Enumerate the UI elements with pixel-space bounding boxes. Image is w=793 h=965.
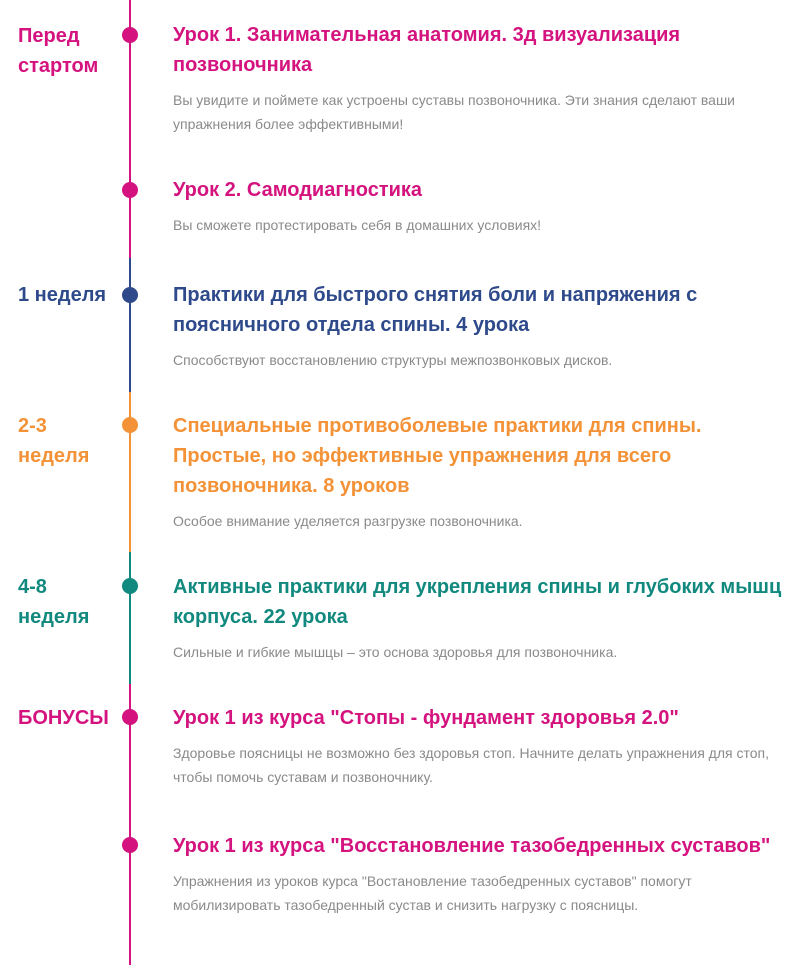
- stage-label-week-4-8: 4-8 неделя: [18, 576, 90, 628]
- stage-label-before-start: Перед стартом: [18, 25, 99, 77]
- timeline-item: [173, 280, 785, 372]
- timeline-dot: [122, 837, 138, 853]
- timeline-item: [173, 572, 785, 664]
- timeline-dot: [122, 182, 138, 198]
- item-description: Здоровье поясницы не возможно без здоровья стоп. Начните делать упражнения для стоп, чтобы помочь суставам и позвоночнику.: [173, 745, 769, 785]
- item-title: Урок 1 из курса "Восстановление тазобедренных суставов": [173, 835, 771, 857]
- item-description: Упражнения из уроков курса "Востановление тазобедренных суставов" помогут мобилизировать тазобедренный сустав и снизить нагрузку с поясницы.: [173, 873, 692, 913]
- timeline-item: [173, 175, 785, 237]
- item-description: Сильные и гибкие мышцы – это основа здоровья для позвоночника.: [173, 644, 618, 660]
- item-description: Особое внимание уделяется разгрузке позвоночника.: [173, 513, 523, 529]
- item-title: Урок 1 из курса "Стопы - фундамент здоровья 2.0": [173, 707, 679, 729]
- timeline-line-segment: [129, 684, 131, 965]
- item-title: Активные практики для укрепления спины и глубоких мышц корпуса. 22 урока: [173, 576, 782, 628]
- timeline-dot: [122, 578, 138, 594]
- item-title: Урок 2. Самодиагностика: [173, 179, 423, 201]
- stage-label-week-2-3: 2-3 неделя: [18, 415, 90, 467]
- item-description: Вы увидите и поймете как устроены суставы позвоночника. Эти знания сделают ваши упражнения более эффективными!: [173, 92, 735, 132]
- item-description: Вы сможете протестировать себя в домашних условиях!: [173, 217, 542, 233]
- timeline-line-segment: [129, 258, 131, 392]
- timeline-item: [173, 20, 785, 136]
- item-description: Способствуют восстановлению структуры межпозвонковых дисков.: [173, 352, 613, 368]
- timeline-item: [173, 831, 785, 917]
- stage-label-bonuses: БОНУСЫ: [18, 707, 109, 729]
- item-title: Урок 1. Занимательная анатомия. 3д визуализация позвоночника: [173, 24, 681, 76]
- timeline-dot: [122, 709, 138, 725]
- timeline-line-segment: [129, 552, 131, 684]
- timeline-dot: [122, 417, 138, 433]
- timeline-item: [173, 411, 785, 533]
- stage-label-week-1: 1 неделя: [18, 284, 107, 306]
- item-title: Специальные противоболевые практики для спины. Простые, но эффективные упражнения для всего позвоночника. 8 уроков: [173, 415, 702, 497]
- timeline-dot: [122, 27, 138, 43]
- timeline-line-segment: [129, 392, 131, 552]
- timeline-item: [173, 703, 785, 789]
- timeline-dot: [122, 287, 138, 303]
- item-title: Практики для быстрого снятия боли и напряжения с поясничного отдела спины. 4 урока: [173, 284, 698, 336]
